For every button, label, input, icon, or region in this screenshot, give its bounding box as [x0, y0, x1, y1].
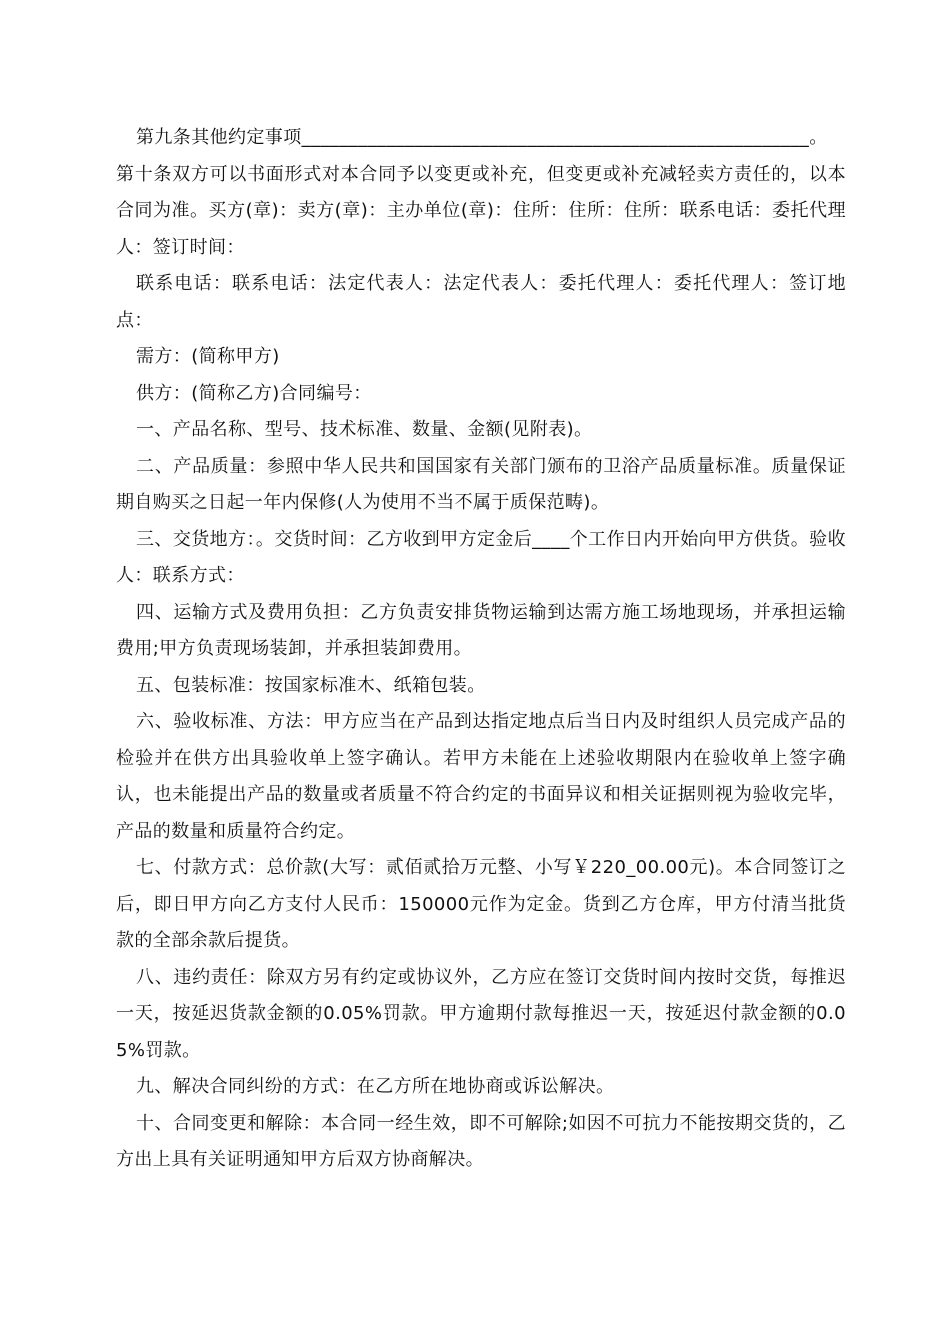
paragraph-clause-7: 七、付款方式：总价款(大写：贰佰贰拾万元整、小写￥220_00.00元)。本合同签订之后，即日甲方向乙方支付人民币：150000元作为定金。货到乙方仓库，甲方付清当批货款的全部余款后提货。	[116, 857, 846, 951]
paragraph-clause-6: 六、验收标准、方法：甲方应当在产品到达指定地点后当日内及时组织人员完成产品的检验并在供方出具验收单上签字确认。若甲方未能在上述验收期限内在验收单上签字确认，也未能提出产品的数量或者质量不符合约定的书面异议和相关证据则视为验收完毕，产品的数量和质量符合约定。	[116, 711, 846, 842]
paragraph-clause-9: 九、解决合同纠纷的方式：在乙方所在地协商或诉讼解决。	[136, 1076, 615, 1097]
paragraph-buyer: 需方：(简称甲方)	[136, 346, 280, 367]
paragraph-supplier: 供方：(简称乙方)合同编号：	[136, 382, 372, 404]
paragraph-article-10: 第十条双方可以书面形式对本合同予以变更或补充，但变更或补充减轻卖方责任的，以本合同为准。买方(章)：卖方(章)：主办单位(章)：住所：住所：住所：联系电话：委托代理人：签订时间：	[116, 163, 846, 258]
paragraph-clause-8: 八、违约责任：除双方另有约定或协议外，乙方应在签订交货时间内按时交货，每推迟一天，按延迟货款金额的0.05%罚款。甲方逾期付款每推迟一天，按延迟付款金额的0.05%罚款。	[116, 966, 846, 1061]
paragraph-clause-1: 一、产品名称、型号、技术标准、数量、金额(见附表)。	[136, 419, 593, 440]
paragraph-clause-10: 十、合同变更和解除：本合同一经生效，即不可解除;如因不可抗力不能按期交货的，乙方出上具有关证明通知甲方后双方协商解决。	[116, 1112, 846, 1170]
paragraph-article-9: 第九条其他约定事项______________________________________________________。	[136, 127, 828, 148]
paragraph-clause-4: 四、运输方式及费用负担：乙方负责安排货物运输到达需方施工场地现场，并承担运输费用;甲方负责现场装卸，并承担装卸费用。	[116, 601, 846, 659]
document-body	[116, 120, 846, 1179]
paragraph-clause-5: 五、包装标准：按国家标准木、纸箱包装。	[136, 674, 486, 696]
paragraph-clause-3: 三、交货地方：。交货时间：乙方收到甲方定金后____个工作日内开始向甲方供货。验收人：联系方式：	[116, 528, 846, 586]
paragraph-contacts: 联系电话：联系电话：法定代表人：法定代表人：委托代理人：委托代理人：签订地点：	[116, 273, 846, 331]
paragraph-clause-2: 二、产品质量：参照中华人民共和国国家有关部门颁布的卫浴产品质量标准。质量保证期自购买之日起一年内保修(人为使用不当不属于质保范畴)。	[116, 455, 846, 513]
